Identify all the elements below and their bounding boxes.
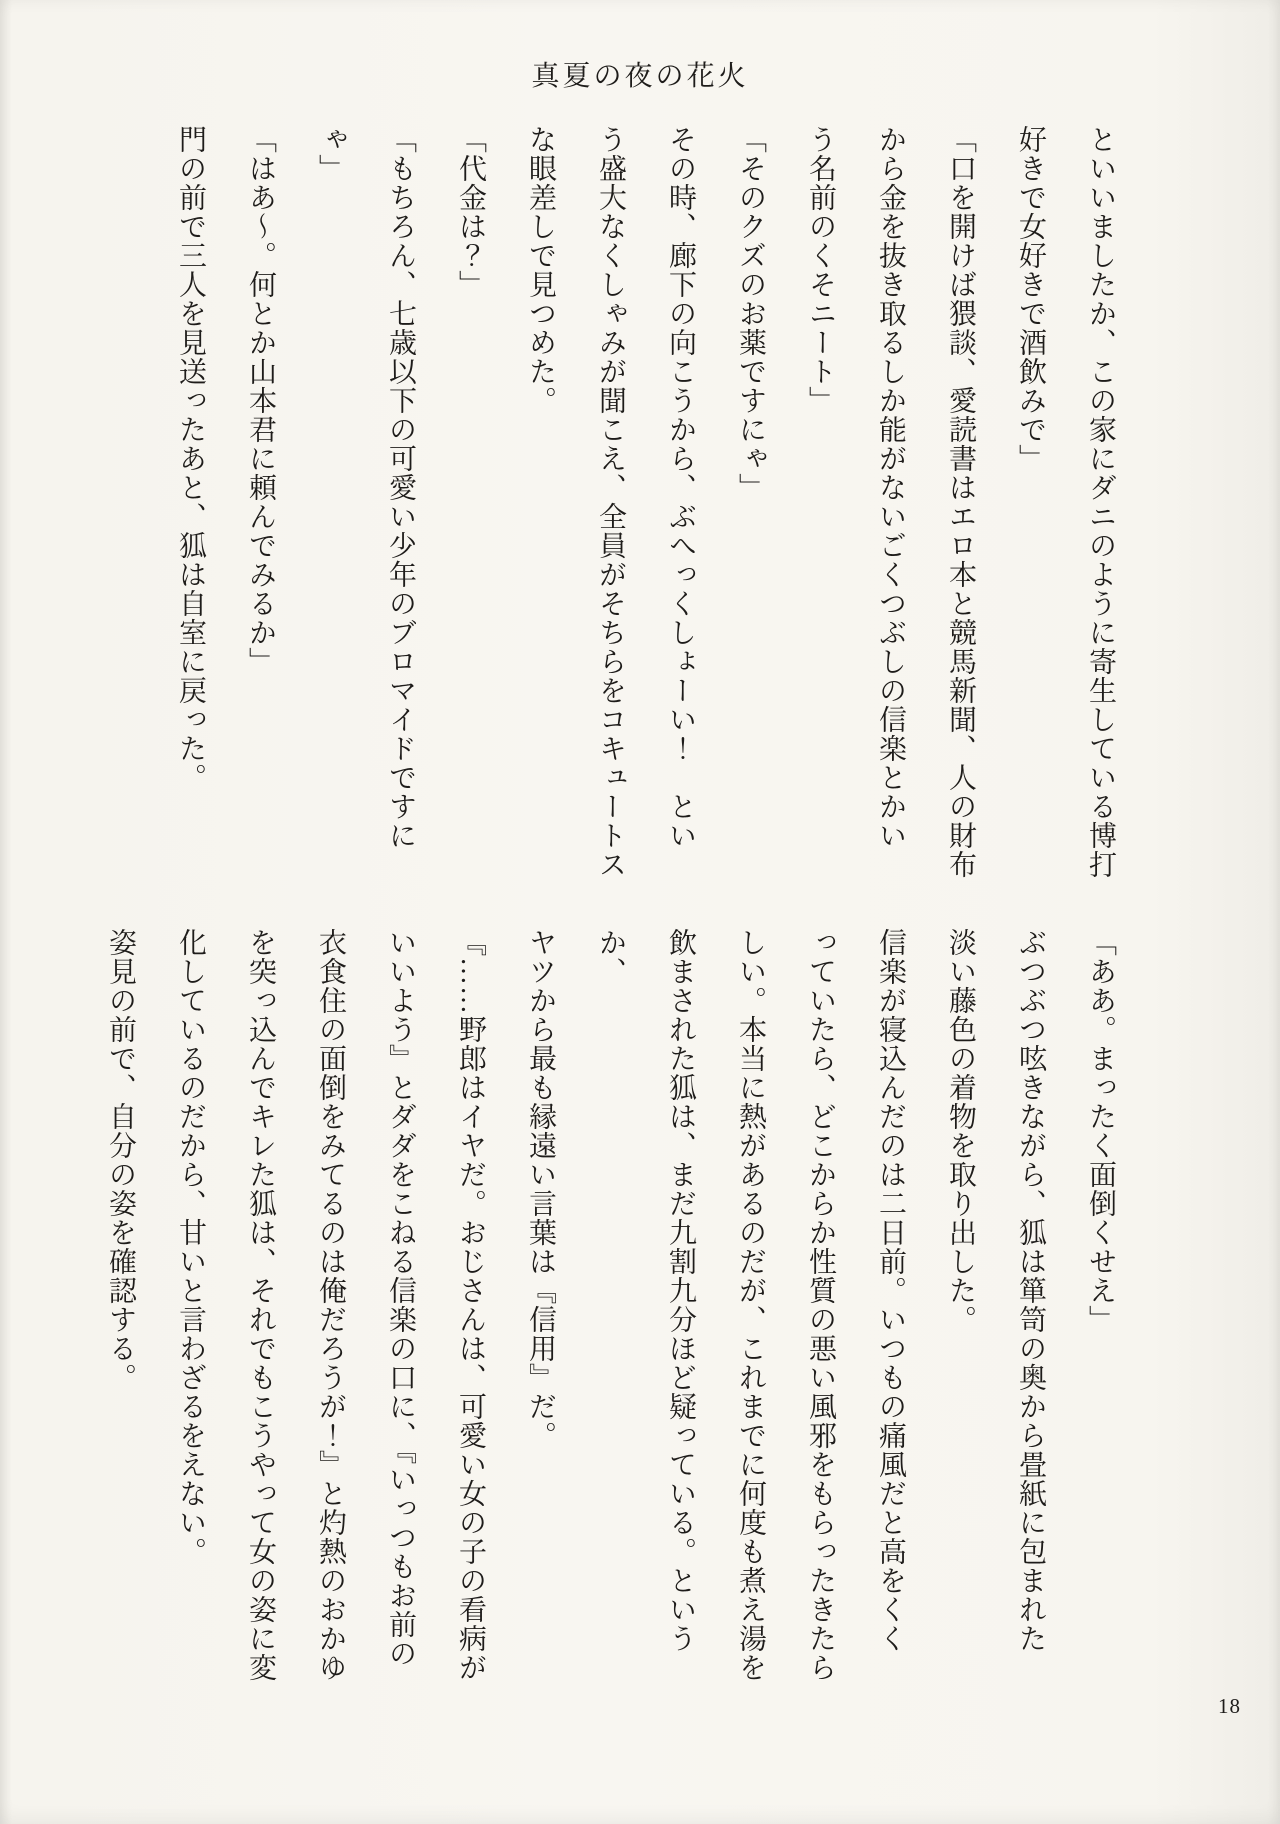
text-line-bottom-11: 衣食住の面倒をみてるのは俺だろうが！』と灼熱のおかゆ: [315, 928, 346, 1682]
text-line-top-13: 「はあ～。何とか山本君に頼んでみるか」: [245, 125, 276, 676]
text-line-bottom-1: 「ああ。まったく面倒くせえ」: [1085, 928, 1116, 1334]
text-line-bottom-8: ヤツから最も縁遠い言葉は『信用』だ。: [525, 928, 556, 1450]
text-line-bottom-12: を突っ込んでキレた狐は、それでもこうやって女の姿に変: [245, 928, 276, 1682]
text-line-top-10: 「代金は？」: [455, 125, 486, 299]
text-line-bottom-9: 『……野郎はイヤだ。おじさんは、可愛い女の子の看病が: [455, 928, 486, 1682]
text-line-bottom-6: しい。本当に熱があるのだが、これまでに何度も煮え湯を: [735, 928, 766, 1682]
text-line-bottom-4: 信楽が寝込んだのは二日前。いつもの痛風だと高をくく: [875, 928, 906, 1653]
text-line-top-2: 好きで女好きで酒飲みで」: [1015, 125, 1046, 473]
text-line-top-12: ゃ」: [315, 125, 346, 183]
text-line-top-9: な眼差しで見つめた。: [525, 125, 556, 415]
text-line-top-3: 「口を開けば猥談、愛読書はエロ本と競馬新聞、人の財布: [945, 125, 976, 879]
page-number: 18: [1218, 1694, 1241, 1718]
text-line-top-6: 「そのクズのお薬ですにゃ」: [735, 125, 766, 502]
text-line-bottom-2: ぶつぶつ呟きながら、狐は箪笥の奥から畳紙に包まれた: [1015, 928, 1046, 1653]
page-title: 真夏の夜の花火: [531, 61, 749, 92]
text-line-top-5: う名前のくそニート」: [805, 125, 836, 415]
text-line-top-4: から金を抜き取るしか能がないごくつぶしの信楽とかい: [875, 125, 906, 850]
text-line-top-7: その時、廊下の向こうから、ぶへっくしょーい！ とい: [665, 125, 696, 850]
text-line-bottom-13: 化しているのだから、甘いと言わざるをえない。: [175, 928, 206, 1566]
text-line-bottom-14: 姿見の前で、自分の姿を確認する。: [105, 928, 136, 1392]
text-line-bottom-10: いいよう』とダダをこねる信楽の口に、『いっつもお前の: [385, 928, 416, 1668]
text-line-bottom-5: っていたら、どこからか性質の悪い風邪をもらったきたら: [805, 928, 836, 1682]
text-line-bottom-3: 淡い藤色の着物を取り出した。: [945, 928, 976, 1334]
text-line-top-14: 門の前で三人を見送ったあと、狐は自室に戻った。: [175, 125, 206, 792]
text-section-bottom: [85, 928, 1135, 1710]
text-line-top-11: 「もちろん、七歳以下の可愛い少年のブロマイドですに: [385, 125, 416, 850]
text-line-top-1: といいましたか、この家にダニのように寄生している博打: [1085, 125, 1116, 879]
text-line-bottom-7: 飲まされた狐は、まだ九割九分ほど疑っている。というか、: [595, 928, 696, 1653]
text-section-top: [155, 125, 1135, 907]
text-line-top-8: う盛大なくしゃみが聞こえ、全員がそちらをコキュートス: [595, 125, 626, 879]
